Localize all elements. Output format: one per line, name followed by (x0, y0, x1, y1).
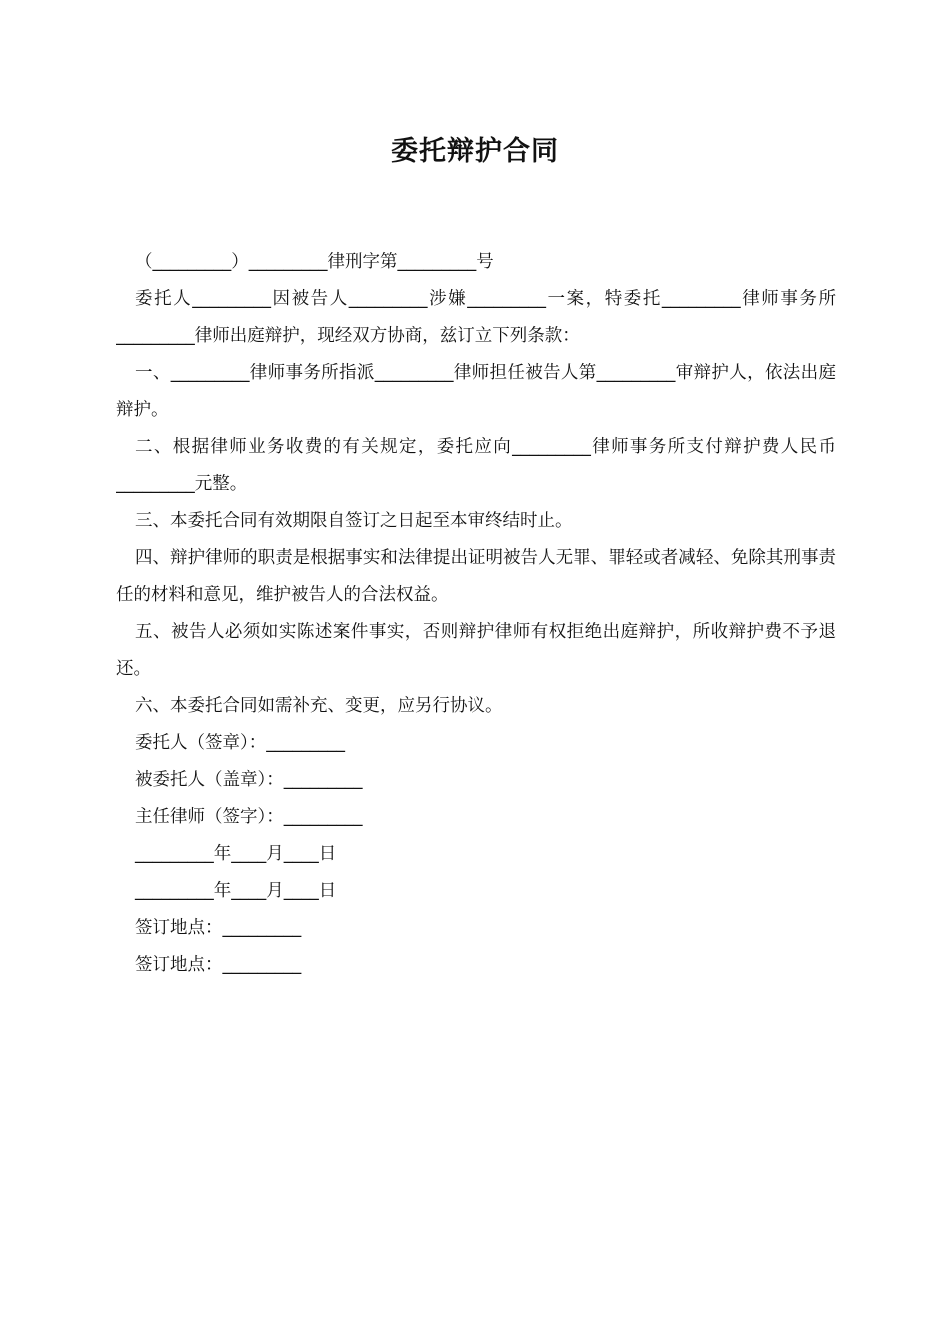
document-body (116, 244, 836, 984)
signature-client: 委托人（签章）：_________ (135, 733, 345, 753)
signature-agent: 被委托人（盖章）：_________ (135, 770, 363, 790)
signature-date-1: _________年____月____日 (135, 844, 337, 864)
case-number-line: （_________）_________律刑字第_________号 (135, 252, 494, 272)
clause-2: 二、根据律师业务收费的有关规定，委托应向_________律师事务所支付辩护费人民币_________元整。 (116, 437, 836, 494)
signature-date-2: _________年____月____日 (135, 881, 337, 901)
signing-place-1: 签订地点：_________ (135, 918, 302, 938)
clause-1: 一、_________律师事务所指派_________律师担任被告人第_________审辩护人，依法出庭辩护。 (116, 363, 836, 420)
clause-3: 三、本委托合同有效期限自签订之日起至本审终结时止。 (135, 511, 573, 531)
signature-director: 主任律师（签字）：_________ (135, 807, 363, 827)
clause-4: 四、辩护律师的职责是根据事实和法律提出证明被告人无罪、罪轻或者减轻、免除其刑事责任的材料和意见，维护被告人的合法权益。 (116, 548, 836, 605)
signing-place-2: 签订地点：_________ (135, 955, 302, 975)
clause-6: 六、本委托合同如需补充、变更，应另行协议。 (135, 696, 503, 716)
document-title: 委托辩护合同 (391, 136, 559, 167)
clause-5: 五、被告人必须如实陈述案件事实，否则辩护律师有权拒绝出庭辩护，所收辩护费不予退还。 (116, 622, 836, 679)
preamble-paragraph: 委托人_________因被告人_________涉嫌_________一案，特委托_________律师事务所_________律师出庭辩护，现经双方协商，兹订立下列条款： (116, 289, 836, 346)
